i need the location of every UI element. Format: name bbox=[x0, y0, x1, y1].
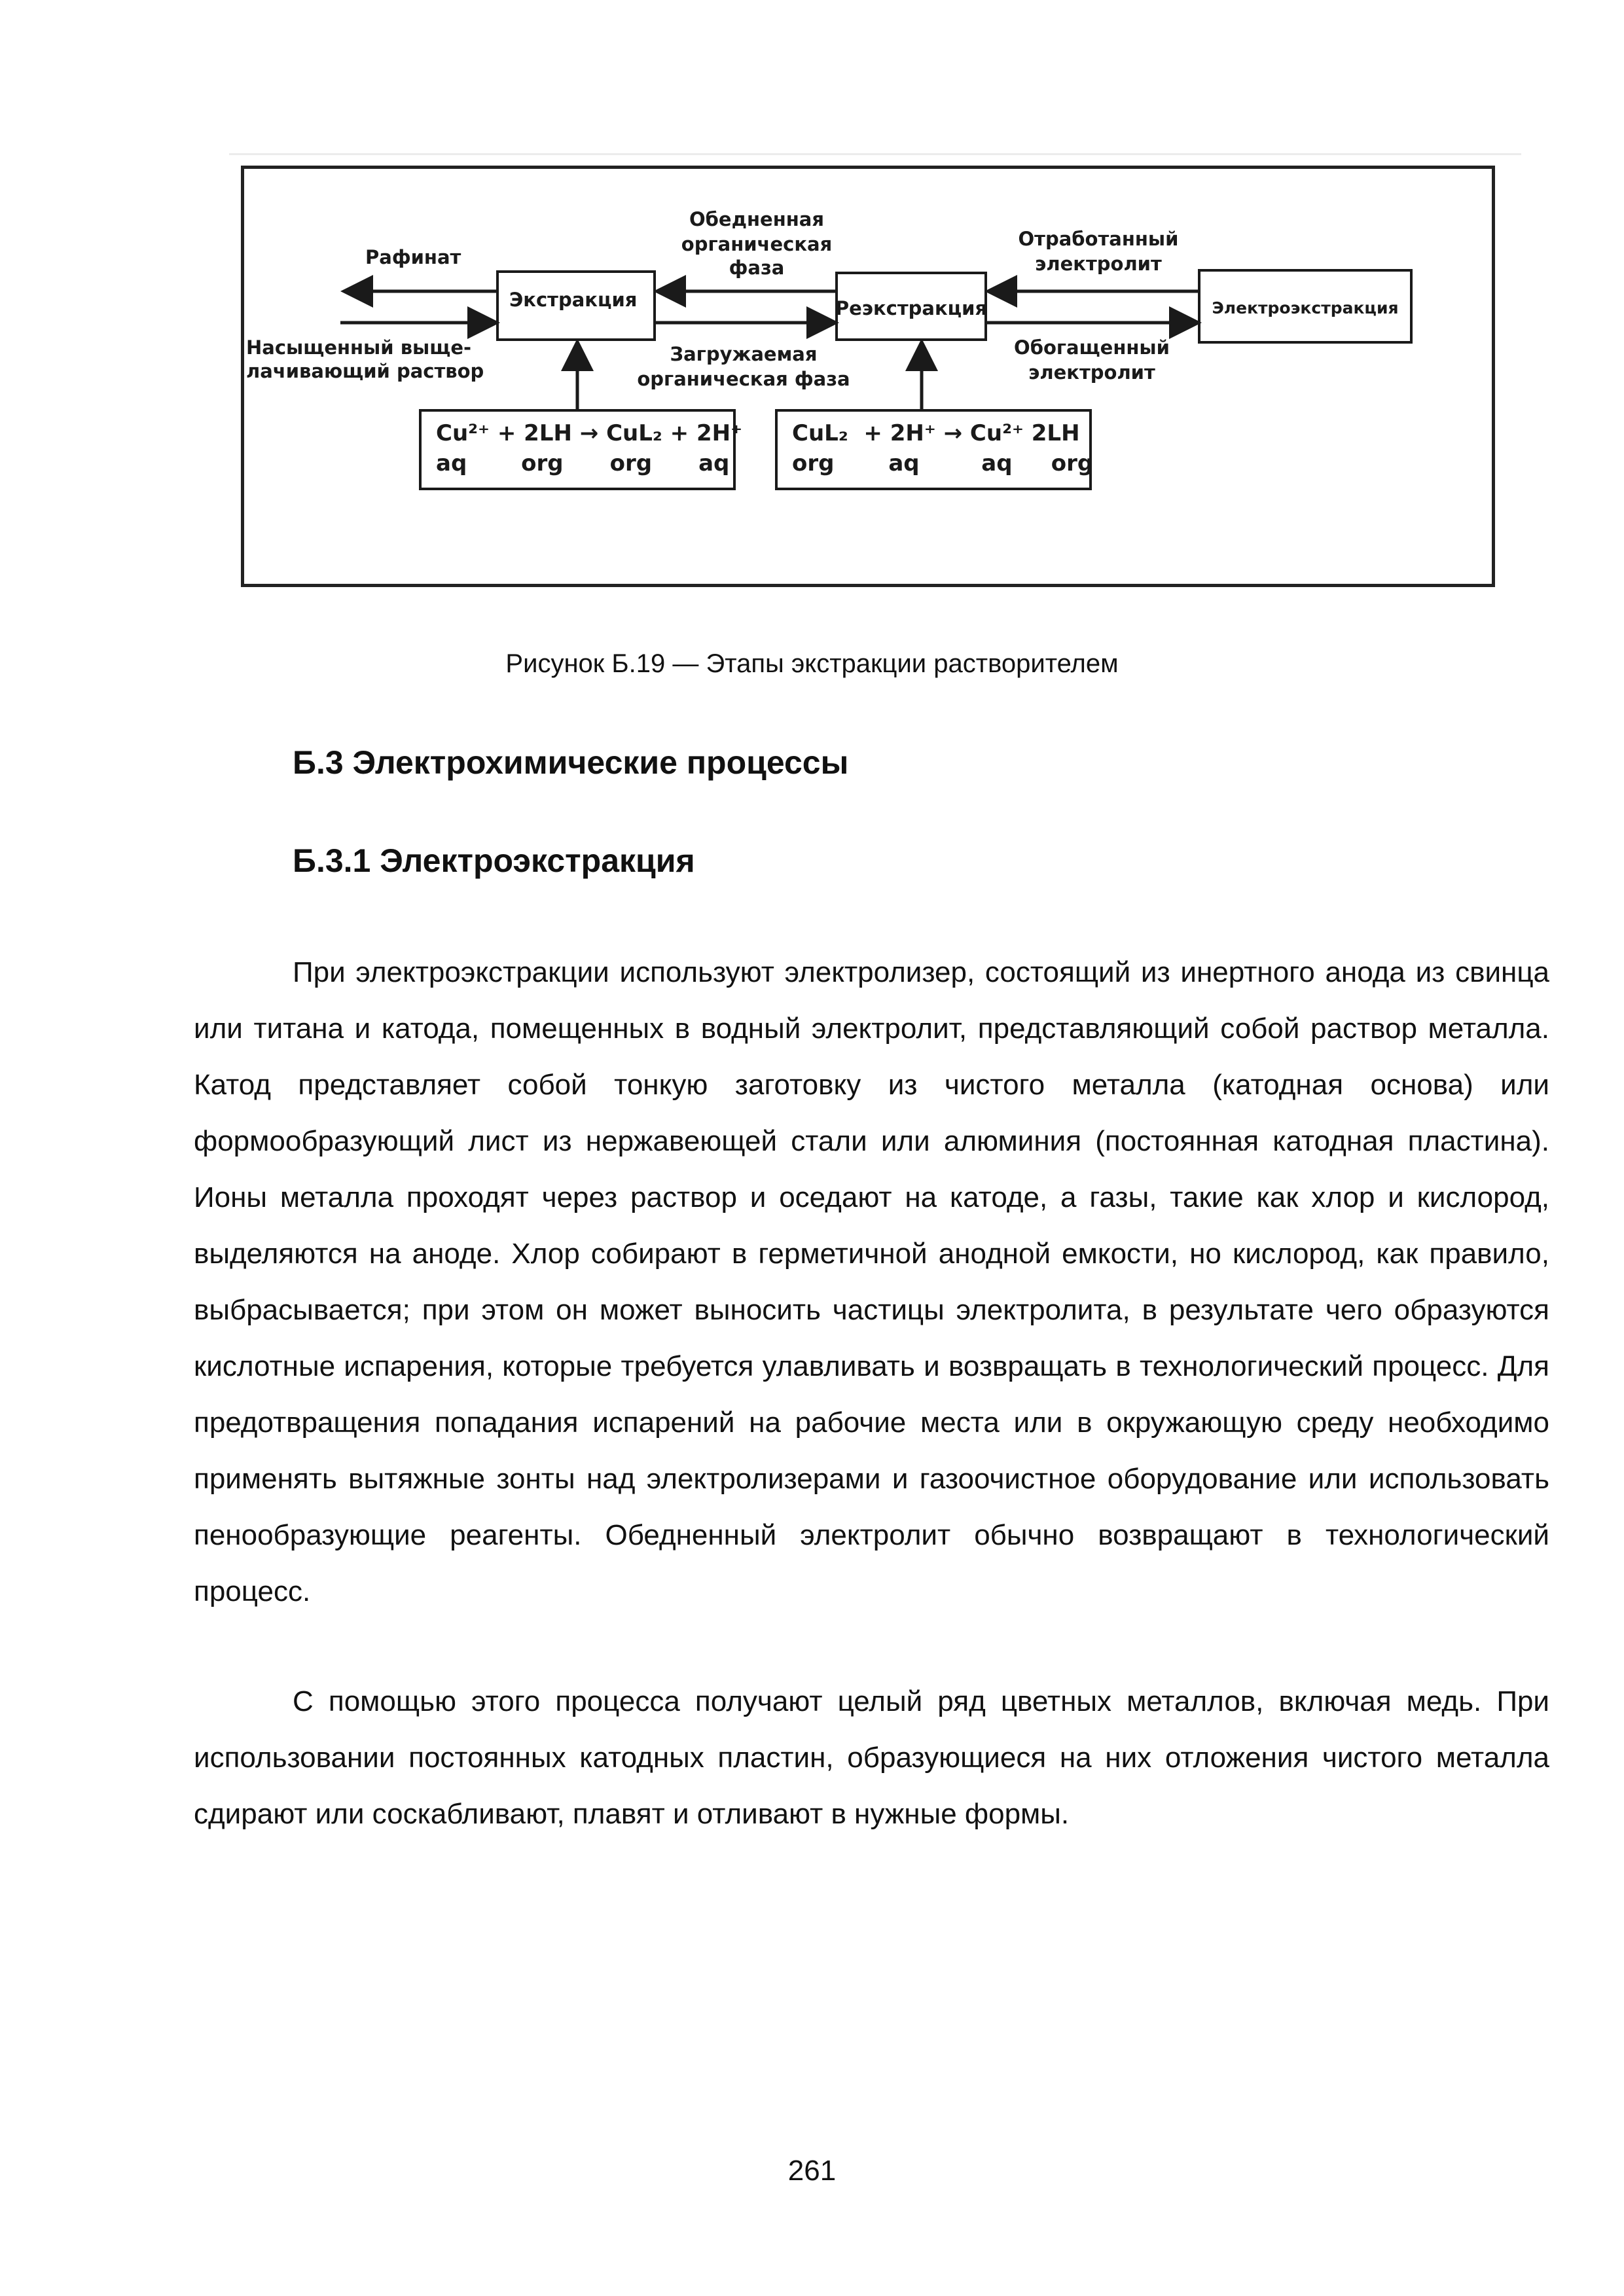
label-stripped-organic-3: фаза bbox=[729, 257, 785, 279]
label-rich-electrolyte-1: Обогащенный bbox=[1014, 336, 1170, 359]
label-pls-2: лачивающий раствор bbox=[246, 360, 484, 382]
subsection-heading: Б.3.1 Электроэкстракция bbox=[293, 842, 695, 879]
paragraph-text: При электроэкстракции используют электролизер, состоящий из инертного анода из свинца или титана и катода, помещенных в водный электролит, представляющий собой раствор металла. Катод представляет собой тонкую заготовку из чистого металла (катодная основа) или формообразующий лист из нержавеющей стали или алюминия (постоянная катодная пластина). Ионы металла проходят через раствор и оседают на катоде, а газы, такие как хлор и кислород, выделяются на аноде. Хлор собирают в герметичной анодной емкости, но кислород, как правило, выбрасывается; при этом он может выносить частицы электролита, в результате чего образуются кислотные испарения, которые требуется улавливать и возвращать в технологический процесс. Для предотвращения попадания испарений на рабочие места или в окружающую среду необходимо применять вытяжные зонты над электролизерами и газоочистное оборудование или использовать пенообразующие реагенты. Обедненный электролит обычно возвращают в технологический процесс. bbox=[194, 956, 1549, 1607]
equation-right-line1: CuL₂ + 2H⁺ → Cu²⁺ 2LH bbox=[792, 420, 1080, 446]
body-paragraph-2 bbox=[194, 1674, 1549, 1842]
label-spent-electrolyte-1: Отработанный bbox=[1018, 228, 1179, 250]
label-pls-1: Насыщенный выще- bbox=[246, 336, 472, 359]
paragraph-text: С помощью этого процесса получают целый ряд цветных металлов, включая медь. При использовании постоянных катодных пластин, образующиеся на них отложения чистого металла сдирают или соскабливают, плавят и отливают в нужные формы. bbox=[194, 1685, 1549, 1830]
equation-left-line2: aq org org aq bbox=[436, 450, 730, 476]
label-reextraction: Реэкстракция bbox=[835, 297, 988, 319]
label-stripped-organic-1: Обедненная bbox=[689, 208, 824, 230]
figure-frame bbox=[241, 166, 1495, 587]
equation-right-line2: org aq aq org bbox=[792, 450, 1094, 476]
label-extraction: Экстракция bbox=[509, 289, 638, 311]
label-loaded-organic-2: органическая фаза bbox=[637, 368, 850, 390]
label-loaded-organic-1: Загружаемая bbox=[670, 343, 818, 365]
equation-left-line1: Cu²⁺ + 2LH → CuL₂ + 2H⁺ bbox=[436, 420, 743, 446]
label-raffinate: Рафинат bbox=[365, 246, 461, 268]
label-electrowinning: Электроэкстракция bbox=[1212, 298, 1399, 317]
label-spent-electrolyte-2: электролит bbox=[1035, 253, 1162, 275]
label-rich-electrolyte-2: электролит bbox=[1028, 361, 1155, 384]
figure-top-rule bbox=[229, 153, 1521, 155]
figure-caption: Рисунок Б.19 — Этапы экстракции растворителем bbox=[505, 649, 1119, 678]
page-number: 261 bbox=[787, 2155, 837, 2187]
label-stripped-organic-2: органическая bbox=[681, 233, 833, 255]
section-heading: Б.3 Электрохимические процессы bbox=[293, 744, 849, 781]
body-paragraph-1 bbox=[194, 944, 1549, 1620]
